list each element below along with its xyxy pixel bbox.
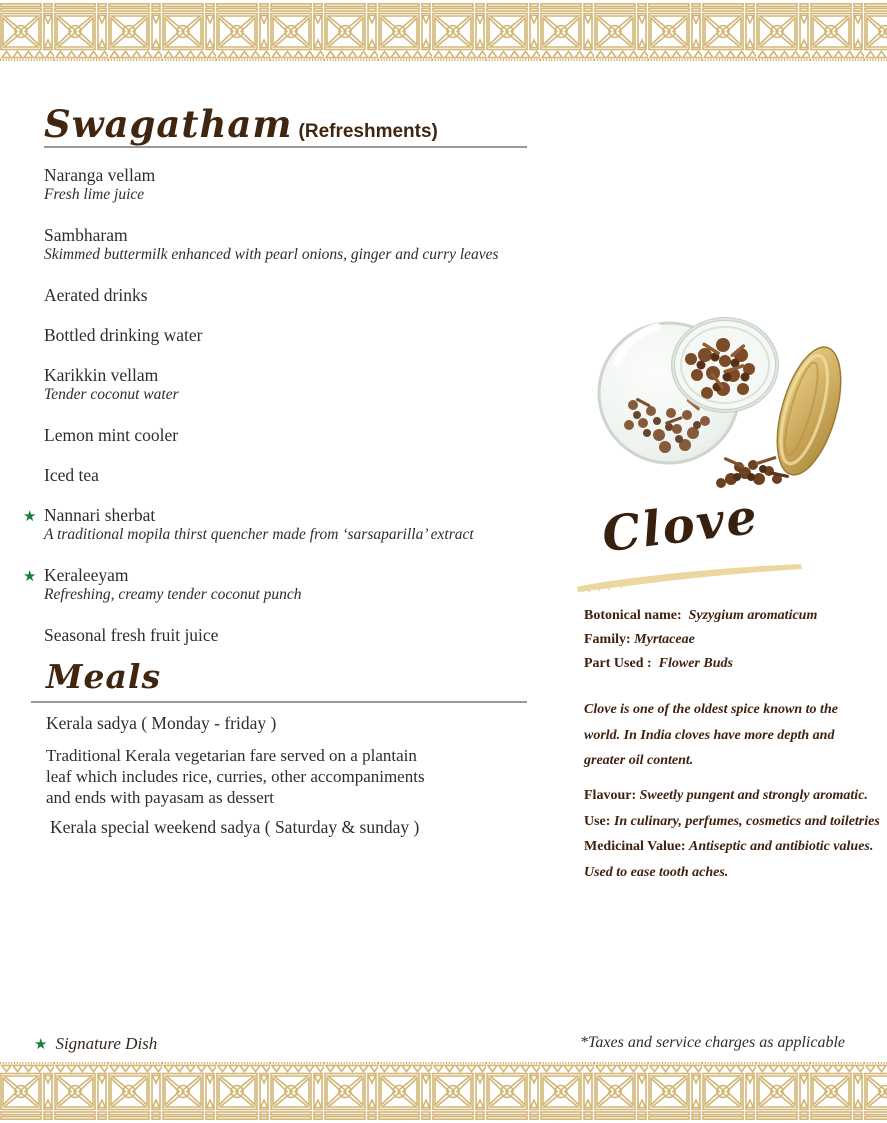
bottom-ornament-border [0,1062,887,1120]
part-used-value: Flower Buds [658,656,733,671]
family-value: Myrtaceae [634,632,695,647]
menu-item-desc: Fresh lime juice [44,186,145,203]
menu-item-name: Iced tea [44,465,99,485]
family-label: Family: [584,632,631,647]
botanical-name-row [584,604,884,628]
taxes-disclaimer: *Taxes and service charges as applicable [580,1034,845,1051]
refreshments-heading-rule [44,146,527,148]
menu-item [44,325,528,345]
menu-item-name: Sambharam [44,225,128,245]
signature-dish-label: Signature Dish [55,1034,158,1053]
meals-heading-rule [31,701,527,703]
flavour-value: Sweetly pungent and strongly aromatic. [639,788,868,803]
use-row [584,809,880,835]
menu-item-signature [23,565,528,605]
menu-item [44,365,528,405]
flavour-label: Flavour: [584,788,637,803]
medicinal-value: Antiseptic and antibiotic values. Used to ease tooth aches. [584,839,874,880]
menu-item-name: Seasonal fresh fruit juice [44,625,219,645]
signature-star-icon: ★ [23,507,37,525]
medicinal-label: Medicinal Value: [584,839,686,854]
use-label: Use: [584,813,611,829]
menu-item-desc: A traditional mopila thirst quencher made from ‘sarsaparilla’ extract [44,526,474,543]
menu-item-desc: Skimmed buttermilk enhanced with pearl onions, ginger and curry leaves [44,246,499,263]
menu-item [44,165,528,205]
botanical-name-label: Botonical name: [584,608,682,623]
menu-item-name: Nannari sherbat [44,505,156,525]
part-used-row [584,652,884,676]
menu-item-name: Karikkin vellam [44,365,159,385]
spice-title: Clove [599,488,762,564]
menu-item-desc: Tender coconut water [44,386,179,403]
meals-list [46,712,530,838]
botanical-name-value: Syzygium aromaticum [688,608,818,623]
medicinal-row [584,834,880,885]
meal-item-name: Kerala special weekend sadya ( Saturday & sunday ) [50,817,420,837]
menu-item [44,285,528,305]
signature-dish-legend [34,1034,157,1054]
refreshments-subtitle-text: (Refreshments) [298,121,438,142]
spice-botanical-info [584,604,884,676]
menu-item-name: Keraleeyam [44,565,129,585]
meal-item-name: Kerala sadya ( Monday - friday ) [46,713,277,733]
clove-jar-photo [573,283,863,495]
refreshments-list [23,165,528,665]
part-used-label: Part Used : [584,656,652,671]
menu-item-name: Aerated drinks [44,285,148,305]
menu-item [44,225,528,265]
menu-item [44,465,528,485]
meal-item-desc: Traditional Kerala vegetarian fare served on a plantain leaf which includes rice, curries, other accompaniments and ends with payasam as dessert [46,746,425,807]
brush-stroke-underline [573,553,813,593]
spice-properties [584,783,880,885]
signature-star-icon: ★ [23,567,37,585]
flavour-row [584,783,880,809]
menu-item [44,425,528,445]
menu-item-desc: Refreshing, creamy tender coconut punch [44,586,302,603]
menu-item [44,625,528,645]
use-value: In culinary, perfumes, cosmetics and toiletries [613,813,880,829]
top-ornament-border [0,3,887,61]
spice-description: Clove is one of the oldest spice known to the world. In India cloves have more depth and greater oil content. [584,702,838,768]
refreshments-section-title [44,104,438,152]
refreshments-title-text: Swagatham [44,102,293,146]
menu-item-signature [23,505,528,545]
menu-item-name: Naranga vellam [44,165,156,185]
signature-star-icon: ★ [34,1035,48,1053]
family-row [584,628,884,652]
menu-item-name: Lemon mint cooler [44,425,179,445]
meals-section-title: Meals [46,657,162,696]
menu-item-name: Bottled drinking water [44,325,203,345]
